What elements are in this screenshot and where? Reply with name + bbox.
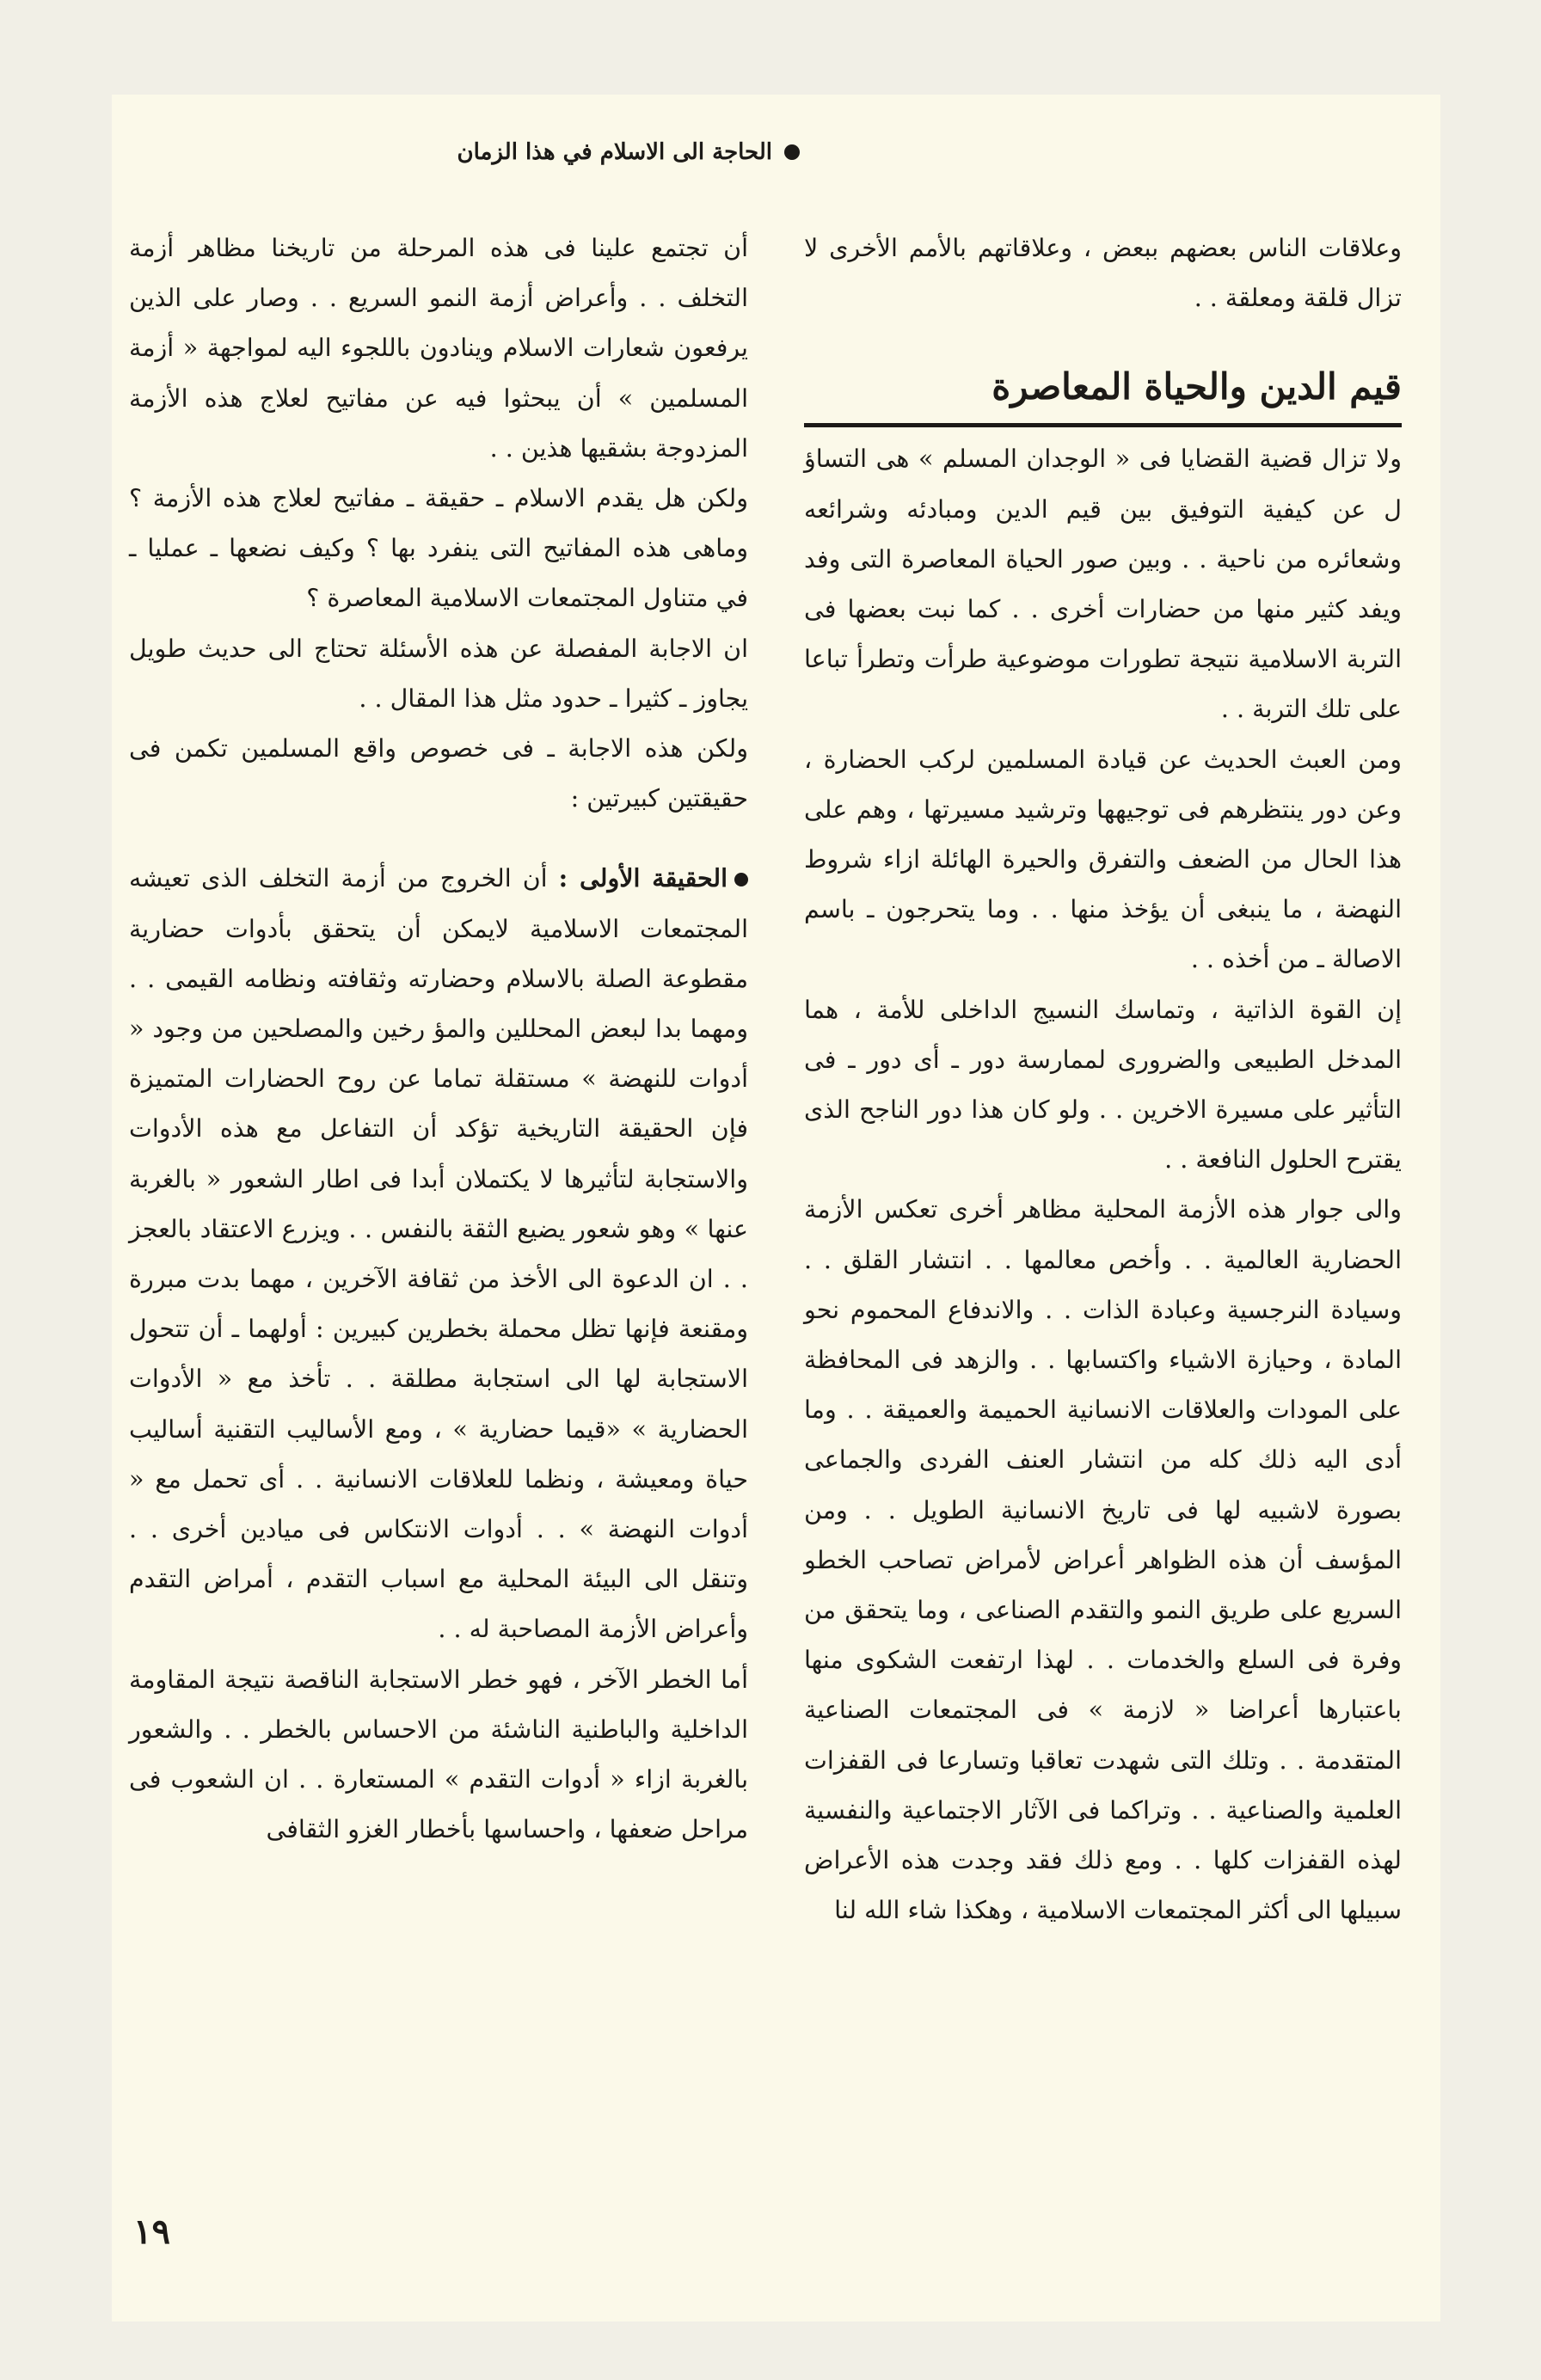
bullet-icon	[784, 144, 800, 160]
bullet-icon	[734, 873, 748, 886]
section-heading: قيم الدين والحياة المعاصرة	[804, 361, 1402, 427]
paragraph: إن القوة الذاتية ، وتماسك النسيج الداخلى للأمة ، هما المدخل الطبيعى والضرورى لممارسة دور ـ أى دور ـ فى التأثير على مسيرة الاخرين . . ولو كان هذا دور الناجح الذى يقترح الحلول النافعة . .	[804, 995, 1402, 1175]
paragraph: أما الخطر الآخر ، فهو خطر الاستجابة الناقصة نتيجة المقاومة الداخلية والباطنية الناشئة من الاحساس بالخطر . . والشعور بالغربة ازاء « أدوات التقدم » المستعارة . . ان الشعوب فى مراحل ضعفها ، واحساسها بأخطار الغزو الثقافى	[129, 1665, 748, 1844]
first-truth-text: أن الخروج من أزمة التخلف الذى تعيشه المجتمعات الاسلامية لايمكن أن يتحقق بأدوات حضارية مقطوعة الصلة بالاسلام وحضارته وثقافته ونظامه القيمى . . ومهما بدا لبعض المحللين والمؤ رخين والمصلحين من وجود « أدوات للنهضة » مستقلة تماما عن روح الحضارات المتميزة فإن الحقيقة التاريخية تؤكد أن التفاعل مع هذه الأدوات والاستجابة لتأثيرها لا يكتملان أبدا فى اطار الشعور « بالغربة عنها » وهو شعور يضيع الثقة بالنفس . . ويزرع الاعتقاد بالعجز . . ان الدعوة الى الأخذ من ثقافة الآخرين ، مهما بدت مبررة ومقنعة فإنها تظل محملة بخطرين كبيرين : أولهما ـ أن تتحول الاستجابة لها الى استجابة مطلقة . . تأخذ مع « الأدوات الحضارية » «قيما حضارية » ، ومع الأساليب التقنية أساليب حياة ومعيشة ، ونظما للعلاقات الانسانية . . أى تحمل مع « أدوات النهضة » . . أدوات الانتكاس فى ميادين أخرى . . وتنقل الى البيئة المحلية مع اسباب التقدم ، أمراض التقدم وأعراض الأزمة المصاحبة له . .	[129, 864, 748, 1644]
right-column	[804, 224, 1402, 1936]
spacer	[129, 824, 748, 853]
left-column	[129, 224, 748, 1856]
first-truth-paragraph	[129, 853, 748, 1654]
intro-paragraph: وعلاقات الناس بعضهم ببعض ، وعلاقاتهم بالأمم الأخرى لا تزال قلقة ومعلقة . .	[804, 234, 1402, 313]
paragraph: ولكن هذه الاجابة ـ فى خصوص واقع المسلمين تكمن فى حقيقتين كبيرتين :	[129, 734, 748, 813]
running-header	[457, 139, 800, 165]
paragraph: أن تجتمع علينا فى هذه المرحلة من تاريخنا مظاهر أزمة التخلف . . وأعراض أزمة النمو السريع . . وصار على الذين يرفعون شعارات الاسلام وينادون باللجوء اليه لمواجهة « أزمة المسلمين » أن يبحثوا فيه عن مفاتيح لعلاج هذه الأزمة المزدوجة بشقيها هذين . .	[129, 234, 748, 463]
paragraph: والى جوار هذه الأزمة المحلية مظاهر أخرى تعكس الأزمة الحضارية العالمية . . وأخص معالمها . . انتشار القلق . . وسيادة النرجسية وعبادة الذات . . والاندفاع المحموم نحو المادة ، وحيازة الاشياء واكتسابها . . والزهد فى المحافظة على المودات والعلاقات الانسانية الحميمة والعميقة . . وما أدى اليه ذلك كله من انتشار العنف الفردى والجماعى بصورة لاشبيه لها فى تاريخ الانسانية الطويل . . ومن المؤسف أن هذه الظواهر أعراض لأمراض تصاحب الخطو السريع على طريق النمو والتقدم الصناعى ، وما يتحقق من وفرة فى السلع والخدمات . . لهذا ارتفعت الشكوى منها باعتبارها أعراضا « لازمة » فى المجتمعات الصناعية المتقدمة . . وتلك التى شهدت تعاقبا وتسارعا فى القفزات العلمية والصناعية . . وتراكما فى الآثار الاجتماعية والنفسية لهذه القفزات كلها . . ومع ذلك فقد وجدت هذه الأعراض سبيلها الى أكثر المجتمعات الاسلامية ، وهكذا شاء الله لنا	[804, 1195, 1402, 1925]
first-truth-label: الحقيقة الأولى :	[558, 863, 728, 893]
paragraph: ولا تزال قضية القضايا فى « الوجدان المسلم » هى التساؤ ل عن كيفية التوفيق بين قيم الدين ومبادئه وشرائعه وشعائره من ناحية . . وبين صور الحياة المعاصرة التى وفد ويفد كثير منها من حضارات أخرى . . كما نبت بعضها فى التربة الاسلامية نتيجة تطورات موضوعية طرأت وتطرأ تباعا على تلك التربة . .	[804, 445, 1402, 724]
journal-page	[112, 95, 1440, 2322]
page-number: ١٩	[133, 2211, 170, 2252]
paragraph: ومن العبث الحديث عن قيادة المسلمين لركب الحضارة ، وعن دور ينتظرهم فى توجيهها وترشيد مسيرتها ، وهم على هذا الحال من الضعف والتفرق والحيرة الهائلة ازاء شروط النهضة ، ما ينبغى أن يؤخذ منها . . وما يتحرجون ـ باسم الاصالة ـ من أخذه . .	[804, 745, 1402, 974]
paragraph: ولكن هل يقدم الاسلام ـ حقيقة ـ مفاتيح لعلاج هذه الأزمة ؟ وماهى هذه المفاتيح التى ينفرد بها ؟ وكيف نضعها ـ عمليا ـ في متناول المجتمعات الاسلامية المعاصرة ؟	[129, 484, 748, 613]
paragraph: ان الاجابة المفصلة عن هذه الأسئلة تحتاج الى حديث طويل يجاوز ـ كثيرا ـ حدود مثل هذا المقال . .	[129, 634, 748, 713]
running-title: الحاجة الى الاسلام في هذا الزمان	[457, 139, 772, 165]
